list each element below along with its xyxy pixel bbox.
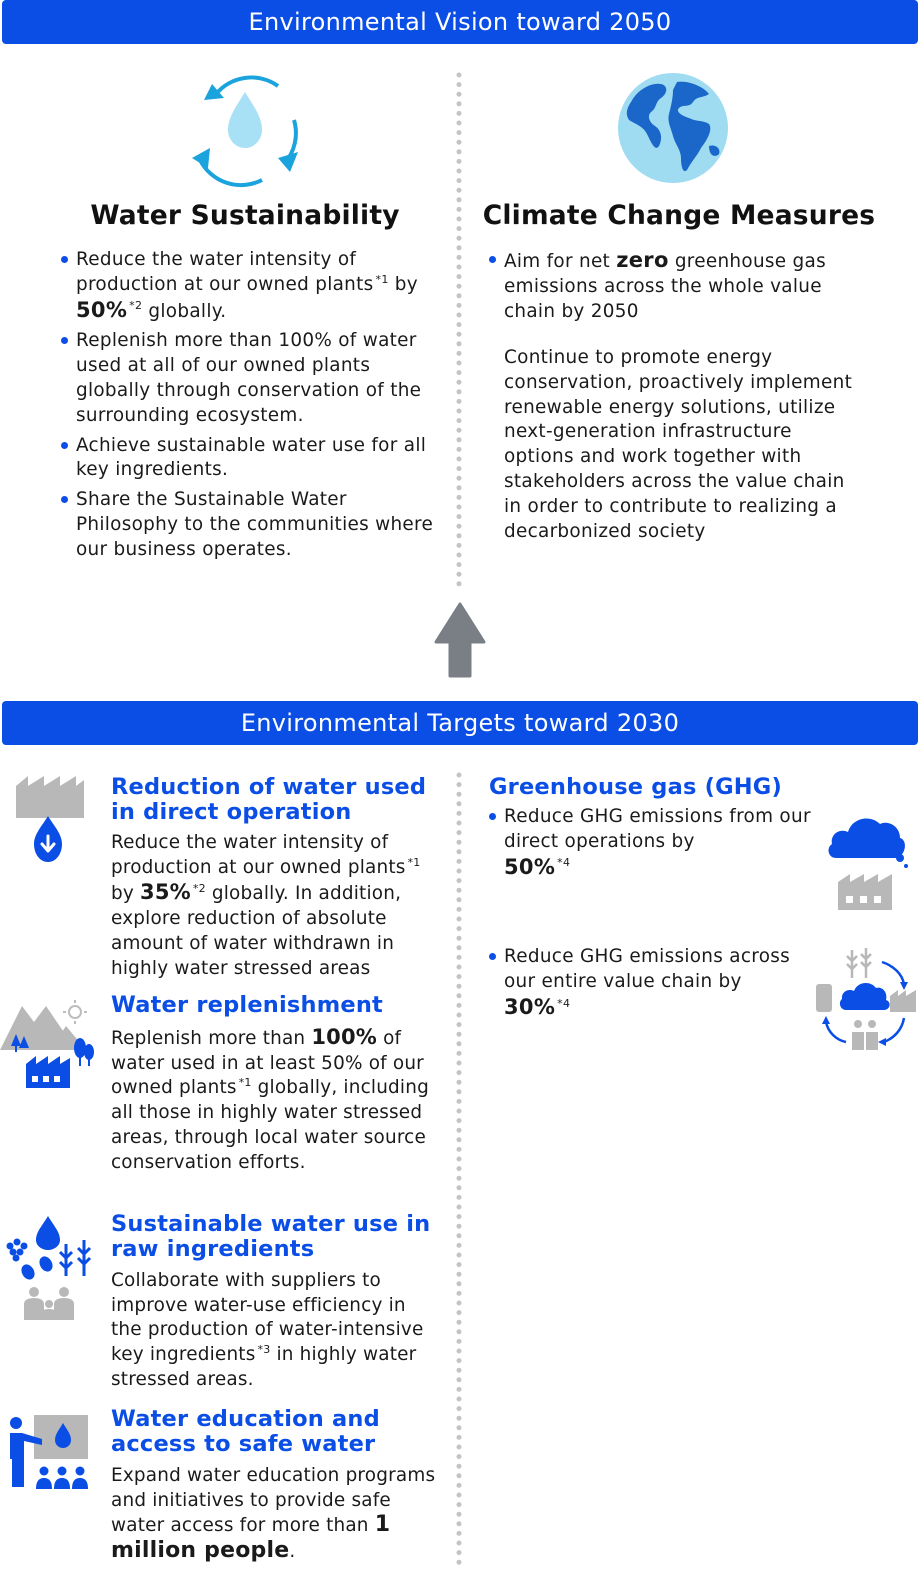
raw-ingredients-text: Collaborate with suppliers to improve water-use efficiency in the production of water-intensive key ingredients $^{*3}$ in highly water stressed areas. — [111, 1270, 424, 1390]
ghg-title: Greenhouse gas (GHG) — [489, 774, 782, 800]
climate-change-paragraph: Continue to promote energy conservation, proactively implement renewable energy solutions, utilize next-generation infrastructure options and work together with stakeholders across the value chain in order to contribute to realizing a decarbonized society — [504, 347, 853, 542]
list-item: Reduce GHG emissions across our entire value chain by 30% $^{*4}$ — [489, 945, 819, 1021]
raw-ingredients-title: Sustainable water use in raw ingredients — [111, 1211, 431, 1262]
list-item: Share the Sustainable Water Philosophy to the communities where our business operates. — [61, 488, 439, 562]
water-sustainability-title: Water Sustainability — [90, 200, 400, 231]
column-divider-bottom — [456, 772, 462, 1568]
factory-water-drop-icon — [14, 774, 86, 866]
list-item: Reduce GHG emissions from our direct operations by 50% $^{*4}$ — [489, 805, 819, 881]
list-item: Aim for net zero greenhouse gas emissions across the whole value chain by 2050 — [489, 248, 861, 324]
direct-operation-title: Reduction of water used in direct operation — [111, 774, 427, 825]
targets-banner: Environmental Targets toward 2030 — [2, 701, 918, 745]
list-item: Achieve sustainable water use for all key ingredients. — [61, 434, 439, 484]
water-replenishment-title: Water replenishment — [111, 992, 383, 1018]
climate-change-title: Climate Change Measures — [482, 200, 876, 231]
list-item: Reduce the water intensity of production at our owned plants $^{*1}$ by 50% $^{*2}$ globally. — [61, 248, 439, 324]
ghg-list — [489, 805, 819, 1027]
water-cycle-icon — [186, 70, 304, 188]
climate-change-list — [489, 248, 861, 329]
column-divider-top — [456, 72, 462, 588]
water-education-text: Expand water education programs and initiatives to provide safe water access for more than 1 million people. — [111, 1465, 436, 1564]
water-education-title: Water education and access to safe water — [111, 1406, 380, 1457]
teacher-audience-icon — [8, 1413, 92, 1489]
cloud-factory-icon — [826, 808, 908, 912]
ingredients-people-icon — [4, 1214, 100, 1322]
water-sustainability-list — [61, 248, 439, 568]
vision-banner: Environmental Vision toward 2050 — [2, 0, 918, 44]
up-arrow-icon — [434, 602, 486, 680]
mountains-factory-icon — [0, 998, 100, 1090]
globe-icon — [617, 72, 729, 184]
value-chain-cycle-icon — [814, 944, 918, 1056]
direct-operation-text: Reduce the water intensity of production at our owned plants $^{*1}$ by 35% $^{*2}$ globally. In addition, explore reduction of absolute amount of water withdrawn in highly water stressed areas — [111, 832, 421, 979]
water-replenishment-text: Replenish more than 100% of water used in at least 50% of our owned plants $^{*1}$ globally, including all those in highly water stressed areas, through local water source conservation efforts. — [111, 1025, 429, 1173]
list-item: Replenish more than 100% of water used at all of our owned plants globally through conservation of the surrounding ecosystem. — [61, 329, 439, 428]
